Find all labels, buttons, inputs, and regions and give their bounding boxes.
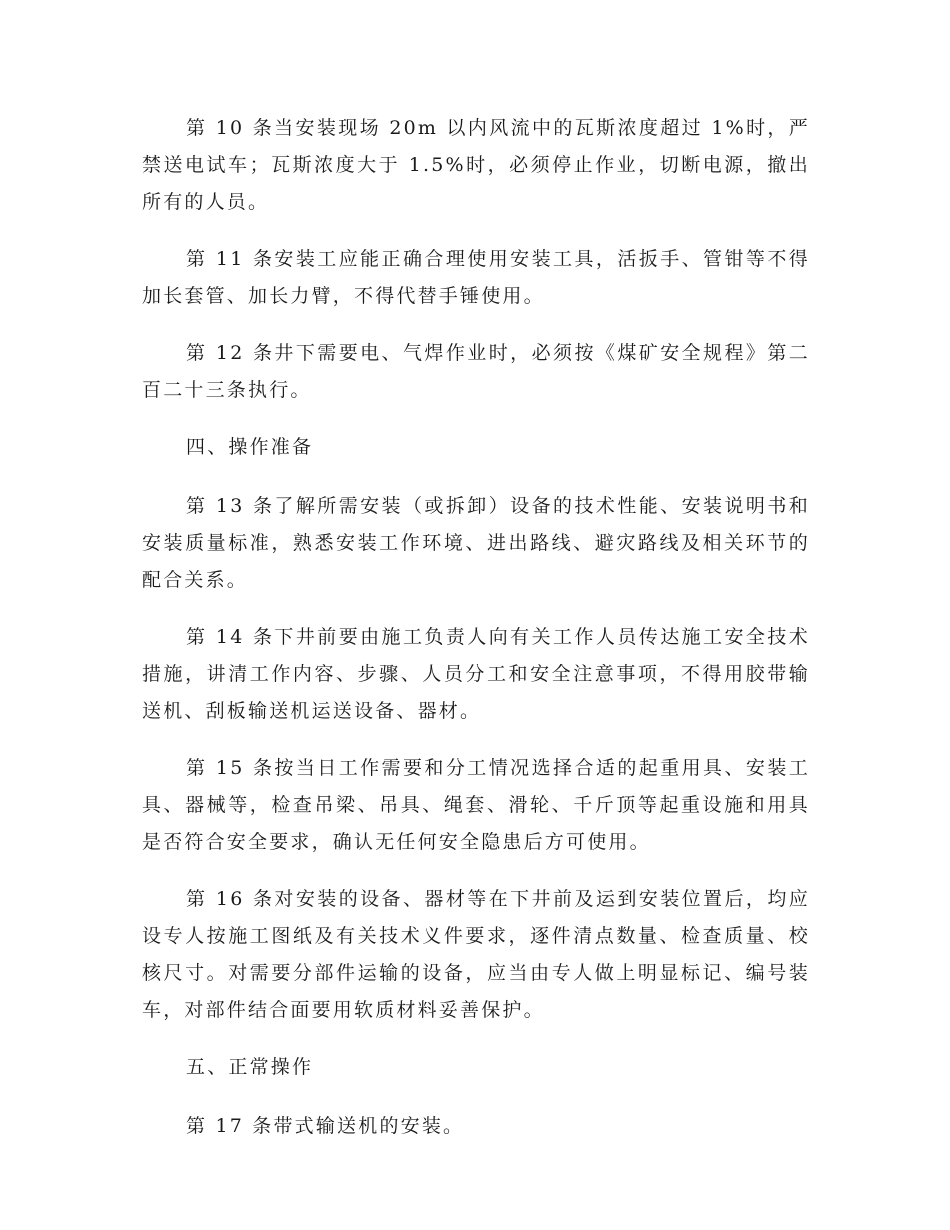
paragraph-article-17: 第 17 条带式输送机的安装。 (186, 1115, 465, 1137)
paragraph-article-14: 第 14 条下井前要由施工负责人向有关工作人员传达施工安全技术措施，讲清工作内容、步骤、人员分工和安全注意事项，不得用胶带输送机、刮板输送机运送设备、器材。 (142, 626, 810, 722)
paragraph-article-11: 第 11 条安装工应能正确合理使用安装工具，活扳手、管钳等不得加长套管、加长力臂，不得代替手锤使用。 (142, 248, 810, 307)
section-heading-preparation: 四、操作准备 (186, 436, 314, 458)
paragraph-article-12: 第 12 条井下需要电、气焊作业时，必须按《煤矿安全规程》第二百二十三条执行。 (142, 342, 810, 401)
section-heading-normal-operation: 五、正常操作 (186, 1056, 314, 1078)
paragraph-article-15: 第 15 条按当日工作需要和分工情况选择合适的起重用具、安装工具、器械等，检查吊梁、吊具、绳套、滑轮、千斤顶等起重设施和用具是否符合安全要求，确认无任何安全隐患后方可使用。 (142, 757, 810, 853)
paragraph-article-16: 第 16 条对安装的设备、器材等在下井前及运到安装位置后，均应设专人按施工图纸及有关技术义件要求，逐件清点数量、检查质量、校核尺寸。对需要分部件运输的设备，应当由专人做上明显标记、编号装车，对部件结合面要用软质材料妥善保护。 (142, 888, 810, 1021)
paragraph-article-13: 第 13 条了解所需安装（或拆卸）设备的技术性能、安装说明书和安装质量标准，熟悉安装工作环境、进出路线、避灾路线及相关环节的配合关系。 (142, 495, 810, 591)
paragraph-article-10: 第 10 条当安装现场 20m 以内风流中的瓦斯浓度超过 1%时，严禁送电试车；瓦斯浓度大于 1.5%时，必须停止作业，切断电源，撤出所有的人员。 (142, 117, 810, 213)
